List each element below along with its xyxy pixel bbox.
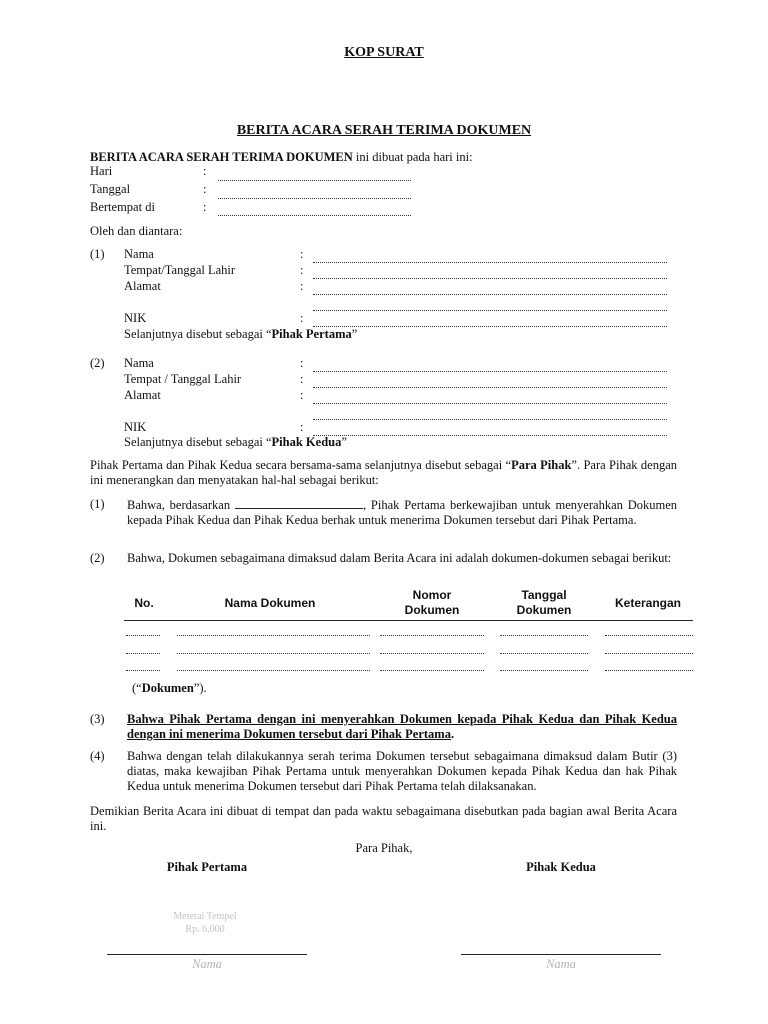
party-2-alamat-label: Alamat — [124, 388, 161, 402]
party-1-ttl-label: Tempat/Tanggal Lahir — [124, 263, 236, 277]
party-1-nama-line[interactable] — [313, 262, 667, 263]
field-label-hari: Hari — [90, 164, 113, 178]
party-1-colon: : — [300, 279, 304, 293]
intro-line — [90, 150, 473, 165]
party-1-colon: : — [300, 247, 304, 261]
dokumen-pre: (“ — [132, 681, 142, 695]
document-title: BERITA ACARA SERAH TERIMA DOKUMEN — [236, 123, 532, 138]
cell-nomor[interactable] — [380, 653, 484, 654]
party-1-nama-label: Nama — [124, 247, 154, 261]
party-1-alamat-label: Alamat — [124, 279, 161, 293]
item-1-text — [127, 497, 677, 528]
sebutan-prefix: Selanjutnya disebut sebagai “ — [124, 327, 272, 341]
party-1-nik-line[interactable] — [313, 326, 667, 327]
party-1-alamat-line-2[interactable] — [313, 310, 667, 311]
cell-no[interactable] — [126, 653, 160, 654]
para-pihak-bold: Para Pihak — [511, 458, 572, 472]
cell-keterangan[interactable] — [605, 635, 693, 636]
field-label-bertempat: Bertempat di — [90, 200, 155, 214]
col-header-nama: Nama Dokumen — [224, 596, 316, 610]
signature-line-right[interactable] — [461, 954, 661, 955]
party-2-colon: : — [300, 356, 304, 370]
para-pihak-signature-title: Para Pihak, — [355, 841, 413, 855]
field-label-tanggal: Tanggal — [90, 182, 131, 196]
col-header-keterangan: Keterangan — [614, 596, 682, 610]
sebutan-bold: Pihak Kedua — [271, 435, 342, 449]
item-1-number: (1) — [90, 497, 105, 511]
meterai-stamp-placeholder — [150, 910, 260, 936]
signatory-left-title: Pihak Pertama — [166, 860, 248, 874]
party-2-nama-line[interactable] — [313, 371, 667, 372]
item-3-text — [127, 712, 677, 742]
dokumen-label — [132, 681, 207, 696]
bertempat-fill-line[interactable] — [218, 215, 411, 216]
cell-keterangan[interactable] — [605, 670, 693, 671]
para-pihak-paragraph — [90, 458, 677, 488]
field-colon: : — [203, 182, 207, 196]
sebutan-prefix: Selanjutnya disebut sebagai “ — [124, 435, 272, 449]
col-header-tanggal: Tanggal Dokumen — [516, 588, 572, 617]
cell-no[interactable] — [126, 635, 160, 636]
cell-nomor[interactable] — [380, 670, 484, 671]
cell-tanggal[interactable] — [500, 670, 588, 671]
closing-paragraph: Demikian Berita Acara ini dibuat di tempat dan pada waktu sebagaimana disebutkan pada bagian awal Berita Acara ini. — [90, 804, 677, 833]
item-3-number: (3) — [90, 712, 105, 726]
para-pihak-post: ”. Para Pihak dengan ini menerangkan dan menyatakan hal-hal sebagai berikut: — [90, 458, 677, 487]
signatory-left-name: Nama — [192, 957, 222, 971]
item-2-number: (2) — [90, 551, 105, 565]
tanggal-fill-line[interactable] — [218, 198, 411, 199]
item-4-text: Bahwa dengan telah dilakukannya serah terima Dokumen tersebut sebagaimana dimaksud dalam Butir (3) diatas, maka kewajiban Pihak Pertama untuk menyerahkan Dokumen kepada Pihak Kedua dan hak Pihak Kedua untuk menerima Dokumen tersebut dari Pihak Pertama telah dilaksanakan. — [127, 749, 677, 793]
table-header-rule — [124, 620, 693, 621]
cell-tanggal[interactable] — [500, 635, 588, 636]
party-2-alamat-line[interactable] — [313, 403, 667, 404]
cell-no[interactable] — [126, 670, 160, 671]
signatory-right-name: Nama — [546, 957, 576, 971]
sebutan-suffix: ” — [351, 327, 358, 341]
party-2-alamat-line-2[interactable] — [313, 419, 667, 420]
field-colon: : — [203, 164, 207, 178]
party-1-ttl-line[interactable] — [313, 278, 667, 279]
party-2-nama-label: Nama — [124, 356, 154, 370]
field-colon: : — [203, 200, 207, 214]
party-2-sebutan — [124, 435, 347, 450]
item-2-text: Bahwa, Dokumen sebagaimana dimaksud dalam Berita Acara ini adalah dokumen-dokumen sebagai berikut: — [127, 551, 672, 565]
cell-nama[interactable] — [177, 635, 370, 636]
dokumen-bold: Dokumen — [141, 681, 194, 695]
signatory-right-title: Pihak Kedua — [526, 860, 596, 874]
para-pihak-pre: Pihak Pertama dan Pihak Kedua secara bersama-sama selanjutnya disebut sebagai “ — [90, 458, 512, 472]
col-header-no: No. — [134, 596, 154, 610]
cell-tanggal[interactable] — [500, 653, 588, 654]
party-2-colon: : — [300, 420, 304, 434]
party-2-number: (2) — [90, 356, 105, 370]
intro-rest: ini dibuat pada hari ini: — [352, 150, 473, 164]
party-1-number: (1) — [90, 247, 105, 261]
signature-line-left[interactable] — [107, 954, 307, 955]
dokumen-post: ”). — [193, 681, 207, 695]
party-1-nik-label: NIK — [124, 311, 147, 325]
col-header-nomor: Nomor Dokumen — [404, 588, 460, 617]
item-1-pre: Bahwa, berdasarkan — [127, 498, 231, 512]
party-2-ttl-label: Tempat / Tanggal Lahir — [124, 372, 242, 386]
party-1-colon: : — [300, 311, 304, 325]
party-1-alamat-line[interactable] — [313, 294, 667, 295]
sebutan-bold: Pihak Pertama — [271, 327, 352, 341]
hari-fill-line[interactable] — [218, 180, 411, 181]
item-1-blank[interactable] — [235, 497, 363, 509]
party-1-sebutan — [124, 327, 357, 342]
party-2-colon: : — [300, 372, 304, 386]
party-2-nik-label: NIK — [124, 420, 147, 434]
cell-nomor[interactable] — [380, 635, 484, 636]
intro-bold: BERITA ACARA SERAH TERIMA DOKUMEN — [90, 150, 353, 164]
oleh-diantara: Oleh dan diantara: — [90, 224, 183, 238]
party-2-nik-line[interactable] — [313, 435, 667, 436]
stamp-line-2: Rp. 6.000 — [185, 924, 225, 935]
cell-nama[interactable] — [177, 653, 370, 654]
party-2-ttl-line[interactable] — [313, 387, 667, 388]
cell-keterangan[interactable] — [605, 653, 693, 654]
item-3-underlined: Bahwa Pihak Pertama dengan ini menyerahkan Dokumen kepada Pihak Kedua dan Pihak Kedua dengan ini menerima Dokumen tersebut dari Pihak Pertama — [127, 712, 677, 741]
item-4-number: (4) — [90, 749, 105, 763]
party-2-colon: : — [300, 388, 304, 402]
stamp-line-1: Meterai Tempel — [173, 911, 237, 922]
cell-nama[interactable] — [177, 670, 370, 671]
kop-surat: KOP SURAT — [344, 45, 424, 60]
item-1-post: , Pihak Pertama berkewajiban untuk menyerahkan Dokumen kepada Pihak Kedua dan Pihak Kedua berhak untuk menerima Dokumen tersebut dari Pihak Pertama. — [127, 498, 678, 527]
sebutan-suffix: ” — [341, 435, 347, 449]
party-1-colon: : — [300, 263, 304, 277]
item-3-end: . — [450, 727, 455, 741]
